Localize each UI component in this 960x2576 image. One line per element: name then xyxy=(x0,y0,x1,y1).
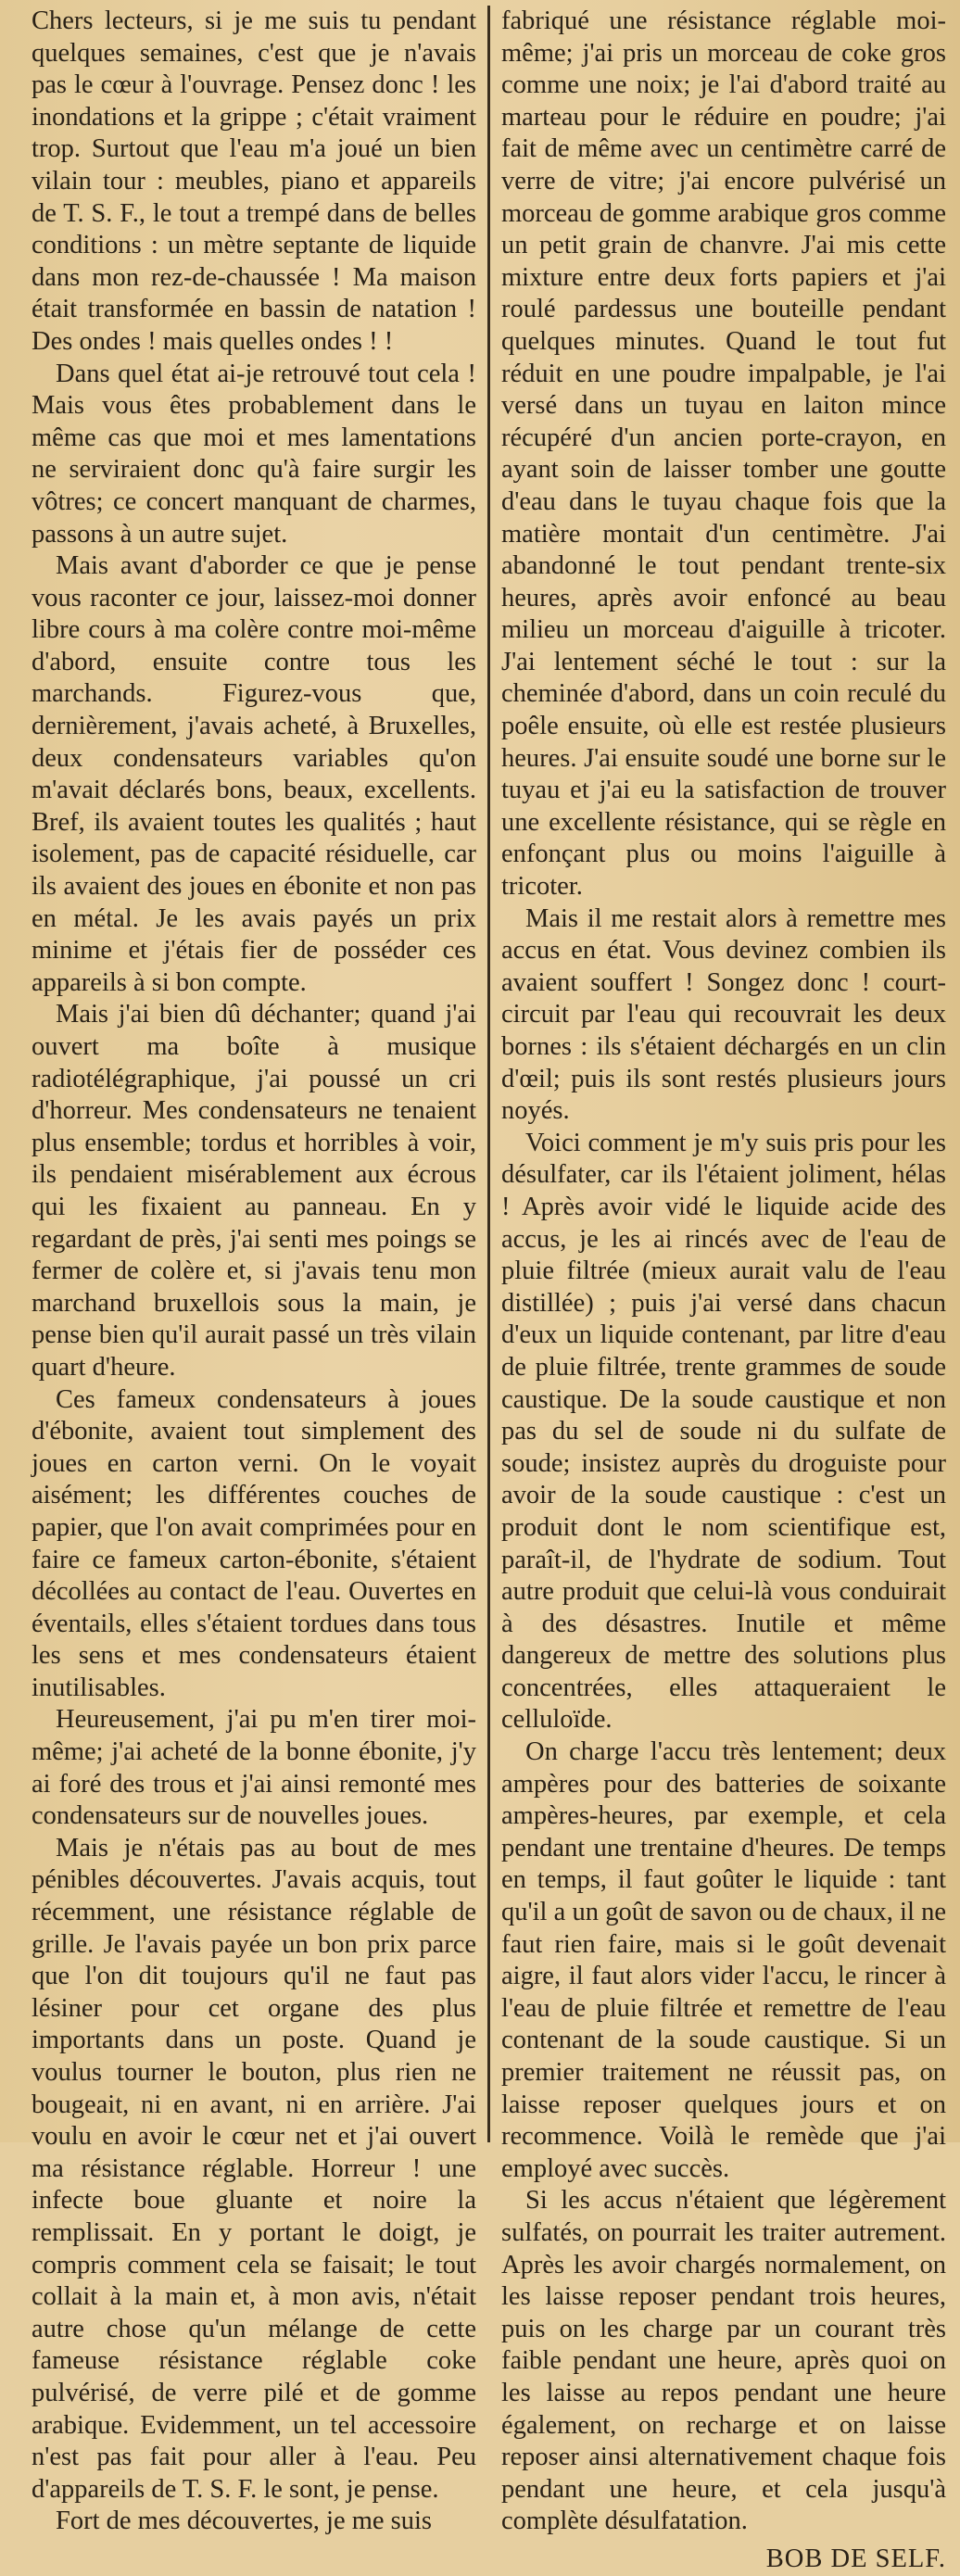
paragraph: Mais j'ai bien dû déchanter; quand j'ai ouvert ma boîte à musique radiotélégraphique, j'ai poussé un cri d'horreur. Mes condensateurs ne tenaient plus ensemble; tordus et horribles à voir, ils pendaient misérablement aux écrous qui les fixaient au panneau. En y regardant de près, j'ai senti mes poings se fermer de colère et, si j'avais tenu mon marchand bruxellois sous la main, je pense bien qu'il aurait passé un très vilain quart d'heure. xyxy=(32,1000,476,1382)
column-divider xyxy=(487,6,490,2142)
paragraph: Si les accus n'étaient que légèrement sulfatés, on pourrait les traiter autrement. Après les avoir chargés normalement, on les laisse reposer pendant trois heures, puis on les charge par un courant très faible pendant une heure, après quoi on les laisse au repos pendant une heure également, on recharge et on laisse reposer ainsi alternativement chaque fois pendant une heure, et cela jusqu'à complète désulfatation. xyxy=(501,2186,946,2536)
author-signature: BOB DE SELF. xyxy=(765,2544,946,2573)
left-column xyxy=(32,6,486,2536)
paragraph: Heureusement, j'ai pu m'en tirer moi-même; j'ai acheté de la bonne ébonite, j'y ai foré des trous et j'ai ainsi remonté mes condensateurs sur de nouvelles joues. xyxy=(32,1705,476,1831)
paragraph: Voici comment je m'y suis pris pour les désulfater, car ils l'étaient joliment, hélas ! Après avoir vidé le liquide acide des accus, je les ai rincés avec de l'eau de pluie filtrée (mieux aurait valu de l'eau distillée) ; puis j'ai versé dans chacun d'eux un liquide contenant, par litre d'eau de pluie filtrée, trente grammes de soude caustique. De la soude caustique et non pas du sel de soude ni du sulfate de soude; insistez auprès du droguiste pour avoir de la soude caustique : c'est un produit dont le nom scientifique est, paraît-il, de l'hydrate de sodium. Tout autre produit que celui-là vous conduirait à des désastres. Inutile et même dangereux de mettre des solutions plus concentrées, elles attaqueraient le celluloïde. xyxy=(501,1128,946,1735)
right-column xyxy=(492,6,946,2573)
paragraph: Fort de mes découvertes, je me suis xyxy=(56,2507,433,2536)
article-columns xyxy=(32,6,949,2573)
paragraph: Mais je n'étais pas au bout de mes pénibles découvertes. J'avais acquis, tout récemment, une résistance réglable de grille. Je l'avais payée un bon prix parce que l'on dit toujours qu'il ne faut pas lésiner pour cet organe des plus importants dans un poste. Quand je voulus tourner le bouton, plus rien ne bougeait, ni en avant, ni en arrière. J'ai voulu en avoir le cœur net et j'ai ouvert ma résistance réglable. Horreur ! une infecte boue gluante et noire la remplissait. En y portant le doigt, je compris comment cela se faisait; le tout collait à la main et, à mon avis, n'était autre chose qu'un mélange de cette fameuse résistance réglable coke pulvérisé, de verre pilé et de gomme arabique. Evidemment, un tel accessoire n'est pas fait pour aller à l'eau. Peu d'appareils de T. S. F. le sont, je pense. xyxy=(32,1833,476,2504)
paragraph: fabriqué une résistance réglable moi-même; j'ai pris un morceau de coke gros comme une noix; je l'ai d'abord traité au marteau pour le réduire en poudre; j'ai fait de même avec un centimètre carré de verre de vitre; j'ai encore pulvérisé un morceau de gomme arabique gros comme un petit grain de chanvre. J'ai mis cette mixture entre deux forts papiers et j'ai roulé pardessus une bouteille pendant quelques minutes. Quand le tout fut réduit en une poudre impalpable, je l'ai versé dans un tuyau en laiton mince récupéré d'un ancien porte-crayon, en ayant soin de laisser tomber une goutte d'eau dans le tuyau chaque fois que la matière montait d'un centimètre. J'ai abandonné le tout pendant trente-six heures, après avoir enfoncé au beau milieu un morceau d'aiguille à tricoter. J'ai lentement séché le tout : sur la cheminée d'abord, dans un coin reculé du poêle ensuite, où elle est restée plusieurs heures. J'ai ensuite soudé une borne sur le tuyau et j'ai eu la satisfaction de trouver une excellente résistance, qui se règle en enfonçant plus ou moins l'aiguille à tricoter. xyxy=(501,6,946,902)
paragraph: Ces fameux condensateurs à joues d'ébonite, avaient tout simplement des joues en carton verni. On le voyait aisément; les différentes couches de papier, que l'on avait comprimées pour en faire ce fameux carton-ébonite, s'étaient décollées au contact de l'eau. Ouvertes en éventails, elles s'étaient tordues dans tous les sens et mes condensateurs étaient inutilisables. xyxy=(32,1384,476,1702)
paragraph: Mais avant d'aborder ce que je pense vous raconter ce jour, laissez-moi donner libre cours à ma colère contre moi-même d'abord, ensuite contre tous les marchands. Figurez-vous que, dernièrement, j'avais acheté, à Bruxelles, deux condensateurs variables qu'on m'avait déclarés bons, beaux, excellents. Bref, ils avaient toutes les qualités ; haut isolement, pas de capacité résiduelle, car ils avaient des joues en ébonite et non pas en métal. Je les avais payés un prix minime et j'étais fier de posséder ces appareils à si bon compte. xyxy=(32,551,476,997)
paragraph: Dans quel état ai-je retrouvé tout cela ! Mais vous êtes probablement dans le même cas que moi et mes lamentations ne serviraient donc qu'à faire surgir les vôtres; ce concert manquant de charmes, passons à un autre sujet. xyxy=(32,359,476,549)
paragraph: On charge l'accu très lentement; deux ampères pour des batteries de soixante ampères-heures, par exemple, et cela pendant une trentaine d'heures. De temps en temps, il faut goûter le liquide : tant qu'il a un goût de savon ou de chaux, il ne faut rien faire, mais si le goût devenait aigre, il faut alors vider l'accu, le rincer à l'eau de pluie filtrée et remettre de l'eau contenant de la soude caustique. Si un premier traitement ne réussit pas, on laisse reposer quelques jours et on recommence. Voilà le remède que j'ai employé avec succès. xyxy=(501,1737,946,2183)
paragraph: Mais il me restait alors à remettre mes accus en état. Vous devinez combien ils avaient souffert ! Songez donc ! court-circuit par l'eau qui recouvrait les deux bornes : ils s'étaient déchargés en un clin d'œil; puis ils sont restés plusieurs jours noyés. xyxy=(501,903,946,1126)
paragraph: Chers lecteurs, si je me suis tu pendant quelques semaines, c'est que je n'avais pas le cœur à l'ouvrage. Pensez donc ! les inondations et la grippe ; c'était vraiment trop. Surtout que l'eau m'a joué un bien vilain tour : meubles, piano et appareils de T. S. F., le tout a trempé dans de belles conditions : un mètre septante de liquide dans mon rez-de-chaussée ! Ma maison était transformée en bassin de natation ! Des ondes ! mais quelles ondes ! ! xyxy=(32,6,476,356)
